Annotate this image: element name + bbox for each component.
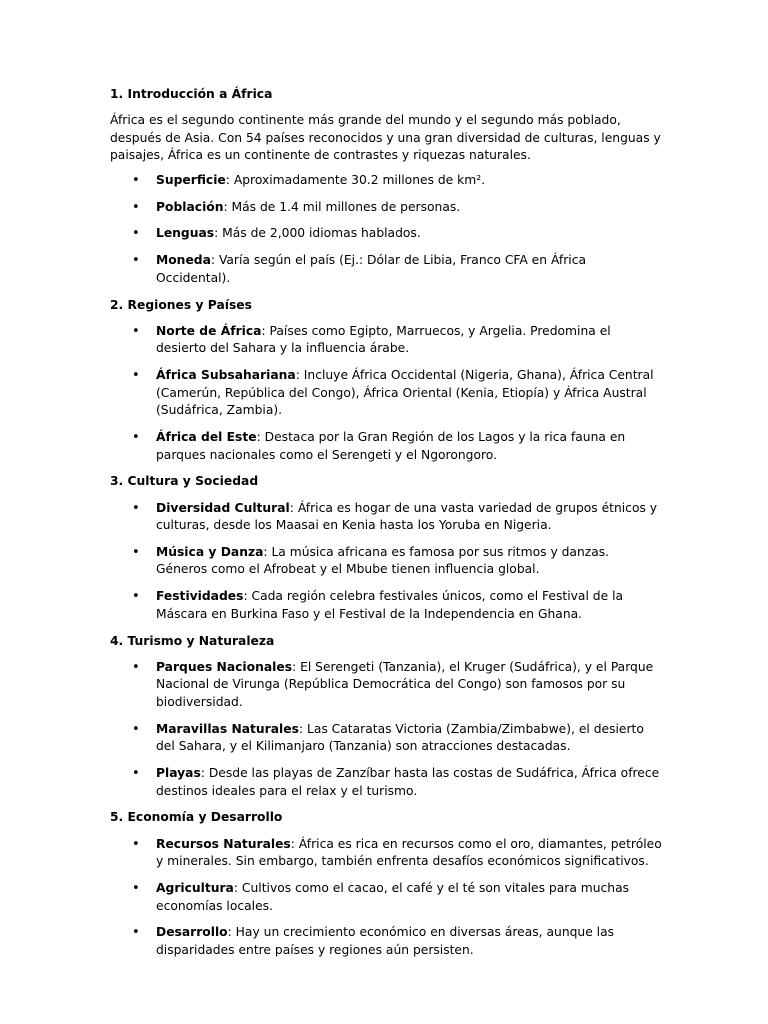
term-label: Festividades	[156, 589, 244, 604]
term-text: : El Serengeti (Tanzania), el Kruger (Sudáfrica), y el Parque Nacional de Virunga (República Democrática del Congo) son famosos por su biodiversidad.	[156, 659, 654, 709]
term-label: Recursos Naturales	[156, 836, 291, 851]
section-heading-turismo: 4. Turismo y Naturaleza	[110, 633, 275, 648]
term-text: : Cultivos como el cacao, el café y el té son vitales para muchas economías locales.	[156, 880, 630, 913]
section-heading-cultura: 3. Cultura y Sociedad	[110, 474, 259, 489]
list-introduccion	[110, 172, 662, 288]
term-text: : Más de 1.4 mil millones de personas.	[223, 199, 461, 214]
term-text: : Cada región celebra festivales únicos, como el Festival de la Máscara en Burkina Faso y el Festival de la Independencia en Ghana.	[156, 589, 624, 621]
section-heading-economia: 5. Economía y Desarrollo	[110, 810, 283, 825]
list-regiones	[110, 323, 662, 465]
list-item-festividades	[110, 588, 662, 623]
list-item-superficie	[110, 172, 662, 190]
term-text: : Varía según el país (Ej.: Dólar de Libia, Franco CFA en África Occidental).	[156, 253, 587, 285]
term-text: : Incluye África Occidental (Nigeria, Ghana), África Central (Camerún, República del Congo), África Oriental (Kenia, Etiopía) y África Austral (Sudáfrica, Zambia).	[156, 368, 654, 418]
term-text: : Países como Egipto, Marruecos, y Argelia. Predomina el desierto del Sahara y la influencia árabe.	[156, 323, 611, 356]
term-label: Música y Danza	[156, 544, 264, 559]
list-item-norte-de-africa	[110, 323, 662, 358]
list-item-recursos-naturales	[110, 836, 662, 871]
term-text: : Aproximadamente 30.2 millones de km².	[225, 172, 486, 187]
term-label: Población	[156, 199, 224, 214]
list-item-poblacion	[110, 199, 662, 217]
list-item-desarrollo	[110, 924, 662, 959]
list-turismo	[110, 659, 662, 801]
term-label: Norte de África	[156, 323, 262, 338]
term-label: África del Este	[156, 430, 257, 445]
term-label: Lenguas	[156, 226, 215, 241]
list-item-agricultura	[110, 880, 662, 915]
list-item-parques-nacionales	[110, 659, 662, 712]
term-text: : Más de 2,000 idiomas hablados.	[214, 226, 421, 241]
term-label: Desarrollo	[156, 925, 228, 940]
list-item-diversidad-cultural	[110, 500, 662, 535]
intro-paragraph: África es el segundo continente más grande del mundo y el segundo más poblado, después de Asia. Con 54 países reconocidos y una gran diversidad de culturas, lenguas y paisajes, África es un continente de contrastes y riquezas naturales.	[110, 113, 661, 163]
list-item-africa-subsahariana	[110, 367, 662, 420]
term-label: Agricultura	[156, 880, 234, 895]
term-label: Playas	[156, 766, 201, 781]
list-item-lenguas	[110, 225, 662, 243]
term-label: Maravillas Naturales	[156, 721, 299, 736]
term-label: Parques Nacionales	[156, 659, 293, 674]
term-label: Moneda	[156, 253, 211, 268]
term-text: : La música africana es famosa por sus ritmos y danzas. Géneros como el Afrobeat y el Mbube tienen influencia global.	[156, 544, 610, 577]
term-label: Diversidad Cultural	[156, 500, 290, 515]
term-text: : África es rica en recursos como el oro, diamantes, petróleo y minerales. Sin embargo, también enfrenta desafíos económicos significativos.	[156, 836, 662, 869]
list-item-maravillas-naturales	[110, 721, 662, 756]
list-economia	[110, 836, 662, 960]
term-text: : Las Cataratas Victoria (Zambia/Zimbabwe), el desierto del Sahara, y el Kilimanjaro (Tanzania) son atracciones destacadas.	[156, 721, 644, 754]
section-heading-introduccion: 1. Introducción a África	[110, 87, 273, 101]
list-item-playas	[110, 765, 662, 800]
term-text: : Destaca por la Gran Región de los Lagos y la rica fauna en parques nacionales como el Serengeti y el Ngorongoro.	[156, 430, 626, 462]
term-text: : África es hogar de una vasta variedad de grupos étnicos y culturas, desde los Maasai en Kenia hasta los Yoruba en Nigeria.	[156, 500, 658, 533]
section-heading-regiones: 2. Regiones y Países	[110, 297, 252, 312]
document-body	[110, 86, 662, 969]
list-cultura	[110, 500, 662, 624]
term-label: África Subsahariana	[156, 368, 296, 383]
term-label: Superficie	[156, 172, 226, 187]
list-item-moneda	[110, 252, 662, 287]
list-item-africa-del-este	[110, 429, 662, 464]
term-text: : Hay un crecimiento económico en diversas áreas, aunque las disparidades entre países y regiones aún persisten.	[156, 925, 615, 957]
list-item-musica-y-danza	[110, 544, 662, 579]
term-text: : Desde las playas de Zanzíbar hasta las costas de Sudáfrica, África ofrece destinos ideales para el relax y el turismo.	[156, 766, 660, 798]
